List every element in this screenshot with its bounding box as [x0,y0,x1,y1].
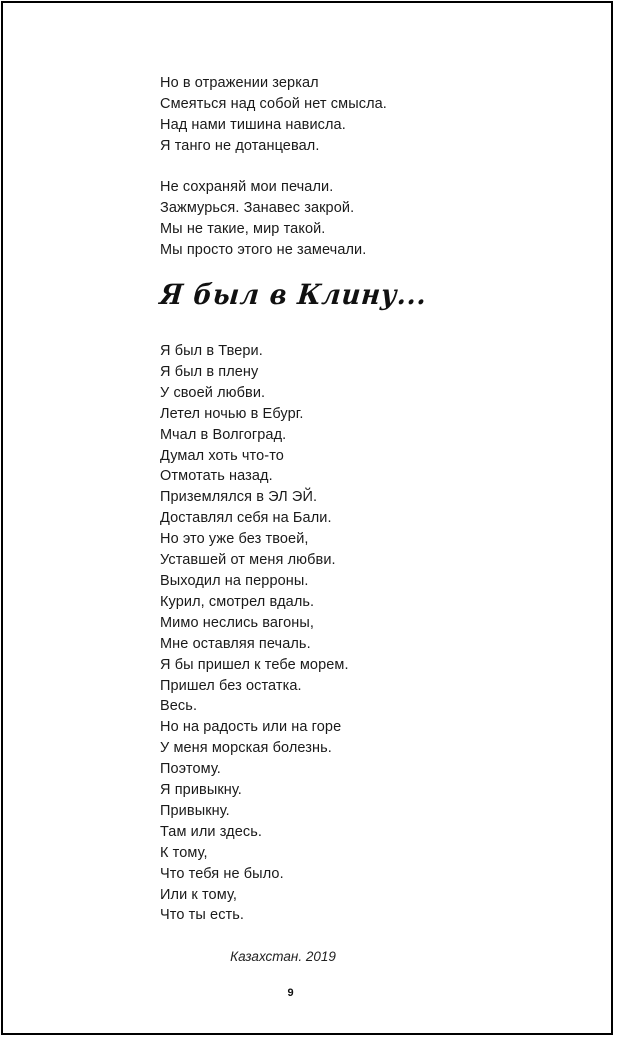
poem-line: Я бы пришел к тебе морем. [160,656,349,673]
poem-line: Я был в плену [160,363,259,380]
poem-line: Или к тому, [160,886,237,903]
poem-line: Зажмурься. Занавес закрой. [160,199,355,216]
poem-line: Смеяться над собой нет смысла. [160,95,387,112]
book-page [1,1,613,1035]
poem-line: Летел ночью в Ебург. [160,405,304,422]
poem-line: Мне оставляя печаль. [160,635,311,652]
poem-line: Поэтому. [160,761,221,778]
poem-line: Уставшей от меня любви. [160,552,336,569]
stanza [160,177,366,261]
poem-line: Я танго не дотанцевал. [160,137,320,154]
poem-line: Не сохраняй мои печали. [160,179,334,195]
poem-line: Я привыкну. [160,782,242,799]
poem-line: Но в отражении зеркал [160,75,319,91]
poem-line: К тому, [160,844,208,861]
poem-line: Мимо неслись вагоны, [160,614,315,631]
page-number: 9 [287,987,294,999]
poem-line: Думал хоть что-то [160,447,284,464]
poem-line: Выходил на перроны. [160,572,309,589]
poem-title: Я был в Клину... [158,278,429,311]
poem-line: Отмотать назад. [160,468,273,485]
poem-line: Я был в Твери. [160,343,263,359]
poem-line: У меня морская болезнь. [160,740,332,757]
poem-line: Мы просто этого не замечали. [160,241,367,258]
poem-line: Доставлял себя на Бали. [160,510,332,527]
poem-line: Но на радость или на горе [160,719,342,736]
poem-line: Привыкну. [160,802,230,819]
poem-line: Но это уже без твоей, [160,531,309,548]
poem-line: Что ты есть. [160,907,245,924]
poem-line: Весь. [160,698,198,715]
poem-line: Мы не такие, мир такой. [160,220,326,237]
poem-line: Приземлялся в ЭЛ ЭЙ. [160,489,318,506]
stanza [160,73,387,157]
poem-line: Пришел без остатка. [160,677,302,694]
poem-line: Курил, смотрел вдаль. [160,593,315,610]
poem-signature: Казахстан. 2019 [230,949,336,964]
poem-line: У своей любви. [160,384,266,401]
poem-line: Мчал в Волгоград. [160,426,287,443]
poem-body [160,341,349,926]
poem-line: Над нами тишина нависла. [160,116,346,133]
poem-line: Там или здесь. [160,823,263,840]
poem-line: Что тебя не было. [160,865,284,882]
